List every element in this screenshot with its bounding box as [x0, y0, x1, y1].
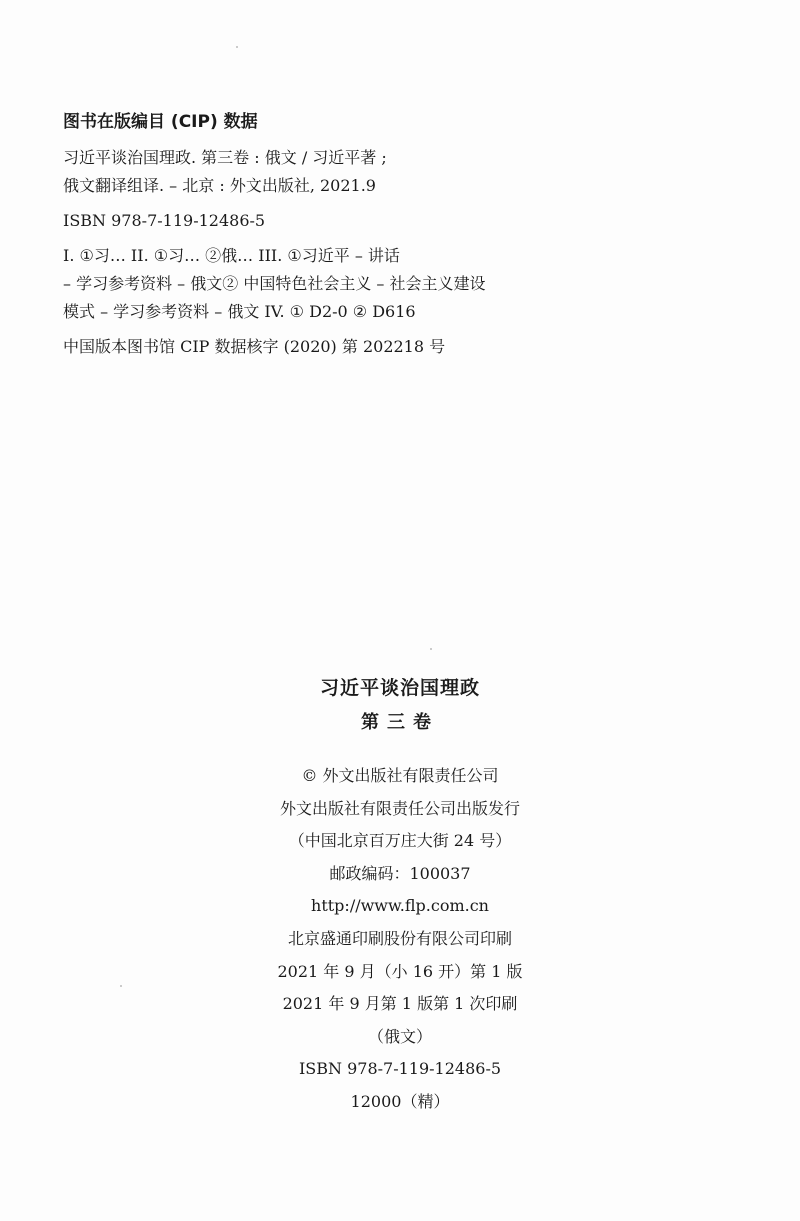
postal-code: 邮政编码：100037	[329, 863, 471, 883]
paper-speck	[236, 46, 238, 48]
publisher-website: http://www.flp.com.cn	[311, 896, 489, 916]
paper-speck	[120, 985, 122, 987]
cip-classification-line: 模式 – 学习参考资料 – 俄文 IV. ① D2-0 ② D616	[63, 302, 416, 321]
printer-line: 北京盛通印刷股份有限公司印刷	[287, 928, 512, 948]
printing-line: 2021 年 9 月第 1 版第 1 次印刷	[282, 994, 518, 1014]
colophon-isbn: ISBN 978-7-119-12486-5	[298, 1059, 502, 1079]
publisher-address: （中国北京百万庄大街 24 号）	[288, 831, 512, 851]
cip-record-number: 中国版本图书馆 CIP 数据核字 (2020) 第 202218 号	[63, 337, 446, 356]
book-title: 习近平谈治国理政	[319, 677, 480, 699]
volume-label: 第三卷	[361, 712, 439, 733]
paper-speck	[430, 648, 432, 650]
colophon-block	[0, 670, 800, 1119]
cip-classification-line: I. ①习… II. ①习… ②俄… III. ①习近平 – 讲话	[63, 246, 400, 265]
edition-line: 2021 年 9 月（小 16 开）第 1 版	[277, 961, 523, 981]
cip-heading: 图书在版编目 (CIP) 数据	[63, 112, 258, 132]
cip-publisher-line: 俄文翻译组译. – 北京 : 外文出版社, 2021.9	[63, 176, 376, 195]
cip-classification-line: – 学习参考资料 – 俄文② 中国特色社会主义 – 社会主义建设	[63, 274, 486, 293]
cip-data-block	[63, 108, 763, 361]
cip-title-line: 习近平谈治国理政. 第三卷 : 俄文 / 习近平著 ;	[63, 148, 387, 167]
publisher-line: 外文出版社有限责任公司出版发行	[279, 798, 520, 818]
copyright-holder: © 外文出版社有限责任公司	[301, 766, 499, 785]
cip-isbn: ISBN 978-7-119-12486-5	[63, 211, 266, 230]
language-line: （俄文）	[367, 1026, 432, 1046]
price-code: 12000（精）	[350, 1091, 450, 1111]
